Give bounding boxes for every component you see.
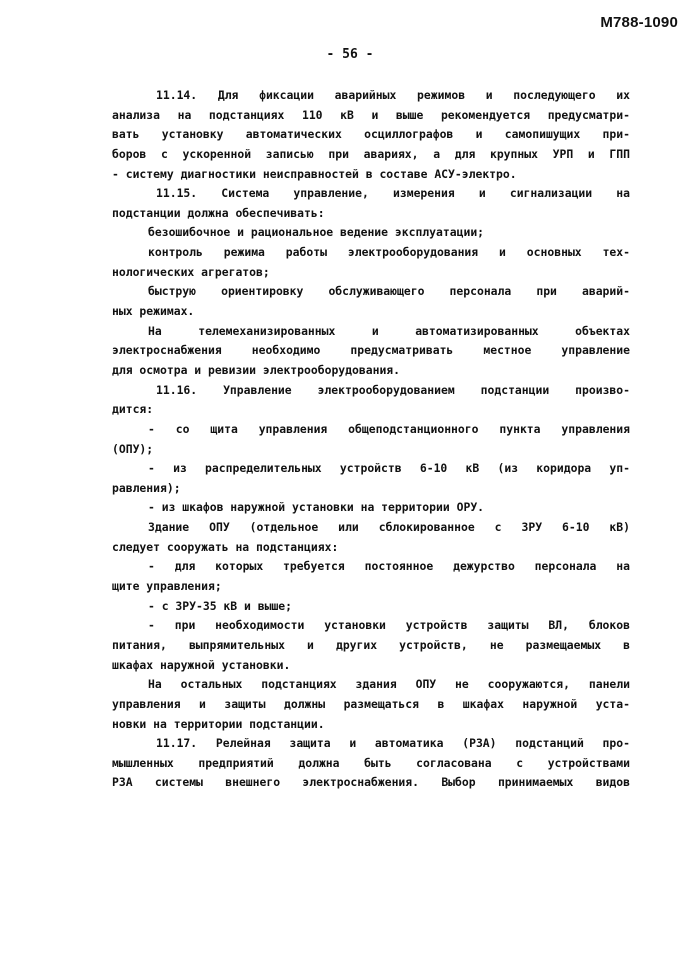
text-line: - при необходимости установки устройств защиты ВЛ, блоков <box>148 618 630 633</box>
text-line: - из распределительных устройств 6-10 кВ (из коридора уп- <box>148 461 630 476</box>
text-line: дится: <box>112 402 154 417</box>
text-line: вать установку автоматических осциллографов и самопишущих при- <box>112 127 630 142</box>
text-line: 11.14. Для фиксации аварийных режимов и последующего их <box>156 88 630 102</box>
text-line: боров с ускоренной записью при авариях, а для крупных УРП и ГПП <box>112 146 630 161</box>
text-line: - для которых требуется постоянное дежурство персонала на <box>148 559 630 574</box>
text-line: Здание ОПУ (отдельное или сблокированное с ЗРУ 6-10 кВ) <box>148 520 630 535</box>
text-line: новки на территории подстанции. <box>112 716 325 731</box>
text-line: для осмотра и ревизии электрооборудования. <box>112 362 401 377</box>
text-line: (ОПУ); <box>112 441 154 456</box>
text-line: подстанции должна обеспечивать: <box>112 205 325 220</box>
text-line: быструю ориентировку обслуживающего персонала при аварий- <box>148 284 630 299</box>
text-line: - со щита управления общеподстанционного пункта управления <box>148 421 630 436</box>
text-line: анализа на подстанциях 110 кВ и выше рекомендуется предусматри- <box>112 107 630 122</box>
text-line: щите управления; <box>112 579 222 594</box>
body-text <box>112 86 630 793</box>
text-line: На остальных подстанциях здания ОПУ не сооружаются, панели <box>148 677 630 692</box>
text-line: - из шкафов наружной установки на территории ОРУ. <box>148 500 485 515</box>
text-line: РЗА системы внешнего электроснабжения. Выбор принимаемых видов <box>112 775 630 790</box>
text-line: следует сооружать на подстанциях: <box>112 539 339 554</box>
text-line: На телемеханизированных и автоматизированных объектах <box>148 323 630 338</box>
text-line: контроль режима работы электрооборудования и основных тех- <box>148 245 630 260</box>
text-line: питания, выпрямительных и других устройств, не размещаемых в <box>112 637 630 652</box>
text-line: - систему диагностики неисправностей в составе АСУ-электро. <box>112 166 517 181</box>
text-line: равления); <box>112 480 181 495</box>
text-line: мышленных предприятий должна быть согласована с устройствами <box>112 755 630 770</box>
text-line: 11.16. Управление электрооборудованием подстанции произво- <box>156 382 630 397</box>
text-line: электроснабжения необходимо предусматривать местное управление <box>112 343 630 358</box>
text-line: нологических агрегатов; <box>112 264 270 279</box>
text-line: безошибочное и рациональное ведение эксплуатации; <box>148 225 485 240</box>
text-line: управления и защиты должны размещаться в шкафах наружной уста- <box>112 696 630 711</box>
page-number: - 56 - <box>326 47 374 62</box>
text-line: шкафах наружной установки. <box>112 657 291 672</box>
text-line: 11.17. Релейная защита и автоматика (РЗА) подстанций про- <box>156 736 630 751</box>
text-line: - с ЗРУ-35 кВ и выше; <box>148 598 293 613</box>
text-line: ных режимах. <box>112 304 195 319</box>
document-code: М788-1090 <box>600 14 678 31</box>
text-line: 11.15. Система управление, измерения и сигнализации на <box>156 186 630 201</box>
